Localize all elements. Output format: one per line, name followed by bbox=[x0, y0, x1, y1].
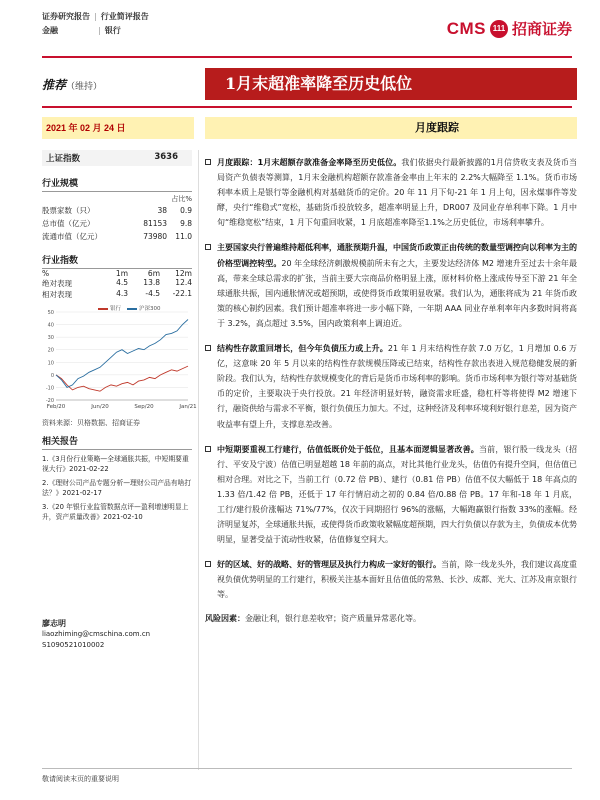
related-title: 相关报告 bbox=[42, 434, 192, 450]
report-type: 证券研究报告 bbox=[42, 12, 90, 21]
x-tick-label: Feb/20 bbox=[46, 404, 66, 410]
paragraph bbox=[205, 341, 577, 432]
perf-1m: 4.3 bbox=[116, 289, 128, 298]
bullet-icon bbox=[205, 244, 211, 250]
analyst-name: 廖志明 bbox=[42, 619, 66, 628]
perf-12m: -22.1 bbox=[172, 289, 192, 298]
report-header: 证券研究报告 | 行业简评报告 金融 | 银行 bbox=[42, 10, 149, 38]
perf-12m: 12.4 bbox=[175, 278, 192, 287]
share-col-header: 占比% bbox=[171, 195, 192, 203]
main-content bbox=[205, 155, 577, 624]
series-line bbox=[56, 320, 188, 388]
footer-note: 敬请阅读末页的重要说明 bbox=[42, 775, 119, 783]
paragraph bbox=[205, 442, 577, 548]
perf-label: 绝对表现 bbox=[42, 279, 72, 288]
paragraph-body: 我们依据央行最新披露的1月信贷收支表及货币当局资产负债表等测算，1月末金融机构超额存款准备金率由上年末的 2.2%大幅降至 1.1%。货币市场利率本质上是银行等金融机构对基础货币的定价。20 年 11 月下旬-21 年 1 月上旬，因永煤事件等发酵，央行“维稳式”宽松，基础货币投放较多，超准率明显上升，DR007 及同业存单利率下降。1 月中旬“维稳宽松”结束，1 月下旬重回收紧，1 月底超准率降至1.1%之历史低位，市场利率攀升。 bbox=[217, 158, 577, 228]
report-date: 2021 年 02 月 24 日 bbox=[42, 117, 194, 139]
y-tick-label: 40 bbox=[47, 322, 54, 329]
paragraph-lead: 中短期要重视工行建行，估值低既价处于低位，且基本面逻辑显著改善。 bbox=[217, 444, 479, 454]
paragraph-body: 21 年 1 月末结构性存款 7.0 万亿，1 月增加 0.6 万亿，这意味 20 年 5 月以来的结构性存款规模压降或已结束，结构性存款出表进入规范稳健发展的新阶段。我们认为，结构性存款规模变化的背后是货币市场利率的影响。货币市场利率为银行等对基础货币的定价，主要取决于央行投放。21 年经济明显好转，融资需求旺盛，稳杠杆等将使得 M2 增速下行，融资供给与需求不平衡，银行负债压力加大。不过，这种经济及利率环境利好银行息差，因为资产收益率有望上升，支撑息差改善。 bbox=[217, 344, 577, 429]
chart-svg bbox=[42, 304, 197, 416]
performance-title: 行业指数 bbox=[42, 253, 192, 269]
related-item[interactable]: 3.《20 年银行业监管数据点评—盈利增速明显上升，资产质量改善》2021-02-10 bbox=[42, 503, 189, 521]
legend-swatch bbox=[98, 308, 108, 310]
report-kind: 行业简评报告 bbox=[100, 12, 149, 21]
row-share: 9.8 bbox=[180, 219, 192, 228]
row-label: 股票家数（只） bbox=[42, 206, 95, 215]
y-tick-label: -10 bbox=[45, 385, 54, 392]
logo-cms-text: CMS bbox=[446, 18, 486, 38]
performance-row bbox=[42, 278, 192, 289]
legend-item bbox=[98, 304, 121, 312]
row-value: 38 bbox=[157, 206, 168, 215]
analyst-cert: S1090521010002 bbox=[42, 641, 105, 649]
y-tick-label: 30 bbox=[47, 335, 54, 342]
industry-scale-title: 行业规模 bbox=[42, 176, 192, 192]
y-tick-label: 20 bbox=[47, 347, 54, 354]
paragraph-body: 20 年全球经济刺激规模前所未有之大，主要发达经济体 M2 增速升至过去十余年最高，带来全球总需求的扩张，当前主要大宗商品价格明显上涨，原材料价格上涨成传导至下游 21 年全球通胀共振，国内通胀情况或超预期，或使得货币政策明显收紧。我们认为，通胀将成为 21 年货币政策的核心制约因素。我们预计超准率将进一步小幅下降，一年期 AAA 同业存单利率年内多数时间将高于 3.2%，高点超过 3.5%，国内政策利率上调迫近。 bbox=[217, 258, 577, 328]
industry-scale-table bbox=[42, 204, 192, 243]
header-divider bbox=[42, 56, 572, 58]
sub-sector: 银行 bbox=[104, 26, 121, 35]
logo-cn-text: 招商证券 bbox=[511, 20, 572, 38]
index-label: 上证指数 bbox=[46, 154, 81, 164]
rating-label: 推荐 bbox=[42, 78, 67, 92]
paragraph-lead: 主要国家央行普遍维持超低利率，通胀预期升温，中国货币政策正由传统的数量型调控向以利率为主的价格型调控转型。 bbox=[217, 243, 577, 268]
logo-mark-icon: 111 bbox=[490, 20, 508, 38]
y-tick-label: 50 bbox=[47, 310, 54, 316]
cms-logo bbox=[447, 18, 572, 39]
sidebar bbox=[42, 150, 197, 522]
rating bbox=[42, 76, 102, 93]
risk-label: 风险因素： bbox=[205, 613, 245, 623]
legend-label: 银行 bbox=[110, 306, 122, 312]
paragraph-body: 当前，银行股一线龙头（招行、平安及宁波）估值已明显超越 18 年前的高点，对比其他行业龙头，估值仍有提升空间，但估值已相对合理。对比之下，当前工行（0.72 倍 PB）、建行（0.81 倍 PB）估值不仅大幅低于 18 年高点的 1.33 倍/1.42 倍 PB，还低于 17 年行情启动之初的 0.84 倍/0.88 倍 PB。17 年和-18 年 1 月底，工行/建行股价涨幅达 71%/77%，仅次于同期招行 96%的涨幅，大幅跑赢银行指数 33%的涨幅。经济明显复苏，全球通胀共振，或使得货币政策收紧幅度超预期，四大行负债以存款为主，负债成本优势明显，显著受益于流动性收紧，估值修复空间大。 bbox=[217, 444, 577, 545]
report-subtitle: 月度跟踪 bbox=[205, 117, 577, 139]
risk-factors bbox=[205, 613, 577, 624]
legend-item bbox=[127, 304, 161, 312]
row-share: 0.9 bbox=[180, 206, 192, 215]
x-tick-label: Jun/20 bbox=[91, 404, 109, 410]
row-label: 流通市值（亿元） bbox=[42, 232, 102, 241]
index-value: 3636 bbox=[154, 152, 178, 162]
rating-note: （维持） bbox=[66, 82, 103, 92]
x-tick-label: Sep/20 bbox=[134, 404, 154, 410]
row-label: 总市值（亿元） bbox=[42, 219, 95, 228]
perf-6m: 13.8 bbox=[143, 278, 160, 287]
row-share: 11.0 bbox=[175, 232, 192, 241]
paragraph-body: 当前，除一线龙头外，我们建议高度重视负债优势明显的工行建行，积极关注基本面好且估值低的常熟、长沙、成都、光大、江苏及南京银行等。 bbox=[217, 560, 577, 600]
performance-chart bbox=[42, 304, 197, 416]
bullet-icon bbox=[205, 159, 211, 165]
title-divider bbox=[42, 106, 572, 108]
paragraph-lead: 结构性存款重回增长，但今年负债压力或上升。 bbox=[217, 344, 388, 354]
x-tick-label: Jan/21 bbox=[179, 404, 197, 410]
index-row bbox=[42, 150, 192, 166]
row-value: 81153 bbox=[143, 219, 168, 228]
chart-legend bbox=[98, 304, 161, 312]
row-value: 73980 bbox=[143, 232, 168, 241]
column-divider bbox=[198, 150, 199, 770]
y-tick-label: 10 bbox=[47, 360, 54, 367]
analyst-email[interactable]: liaozhiming@cmschina.com.cn bbox=[42, 630, 151, 638]
table-row bbox=[42, 230, 192, 243]
related-item[interactable]: 2.《理财公司产品专题分析—理财公司产品有啥打法？》2021-02-17 bbox=[42, 479, 192, 497]
bullet-icon bbox=[205, 561, 211, 567]
performance-header bbox=[42, 269, 192, 278]
table-row bbox=[42, 204, 192, 217]
perf-1m: 4.5 bbox=[116, 278, 128, 287]
footer-divider bbox=[42, 768, 572, 769]
perf-col: 1m bbox=[115, 269, 128, 278]
bullet-icon bbox=[205, 446, 211, 452]
perf-label: 相对表现 bbox=[42, 290, 72, 299]
chart-source: 资料来源：贝格数据、招商证券 bbox=[42, 419, 140, 427]
legend-label: 沪深300 bbox=[139, 306, 161, 312]
perf-col: % bbox=[42, 269, 50, 278]
risk-text: 金融让利，银行息差收窄；资产质量异常恶化等。 bbox=[245, 613, 421, 623]
analyst-info bbox=[42, 618, 150, 651]
perf-col: 12m bbox=[175, 269, 192, 278]
table-row bbox=[42, 217, 192, 230]
report-title: 1月末超准率降至历史低位 bbox=[205, 68, 577, 100]
sector: 金融 bbox=[42, 26, 58, 35]
perf-6m: -4.5 bbox=[145, 289, 160, 298]
paragraph-lead: 月度跟踪：1月末超额存款准备金率降至历史低位。 bbox=[217, 158, 402, 167]
paragraph bbox=[205, 557, 577, 602]
performance-row bbox=[42, 289, 192, 300]
perf-col: 6m bbox=[147, 269, 160, 278]
bullet-icon bbox=[205, 345, 211, 351]
y-tick-label: 0 bbox=[50, 372, 54, 379]
paragraph bbox=[205, 155, 577, 230]
legend-swatch bbox=[127, 308, 137, 310]
paragraph bbox=[205, 240, 577, 331]
related-item[interactable]: 1.《3月份行业策略—全球通胀共振，中短期要重视大行》2021-02-22 bbox=[42, 455, 189, 473]
paragraph-lead: 好的区域、好的战略、好的管理层及执行力构成一家好的银行。 bbox=[217, 560, 441, 570]
y-tick-label: -20 bbox=[45, 398, 54, 404]
